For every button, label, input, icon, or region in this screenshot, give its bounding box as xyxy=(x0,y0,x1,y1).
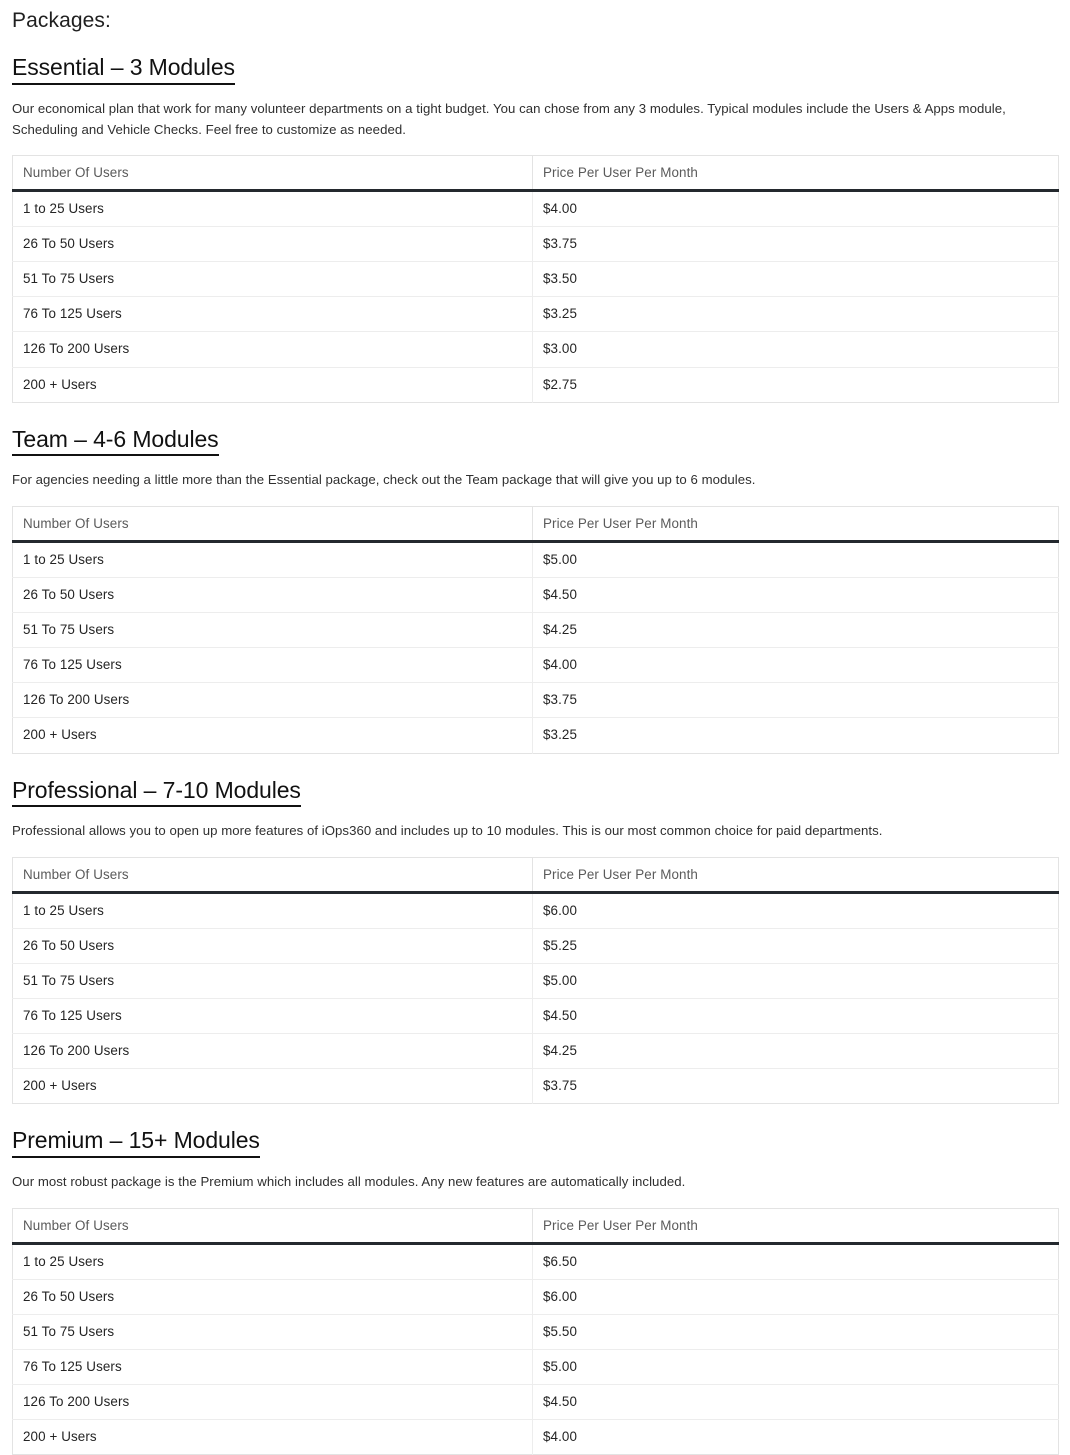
user-tier-cell: 200 + Users xyxy=(13,367,533,402)
user-tier-cell: 126 To 200 Users xyxy=(13,683,533,718)
user-tier-cell: 51 To 75 Users xyxy=(13,963,533,998)
price-cell: $4.50 xyxy=(533,999,1059,1034)
table-row xyxy=(13,1034,1059,1069)
column-header-price: Price Per User Per Month xyxy=(533,156,1059,191)
price-cell: $4.25 xyxy=(533,1034,1059,1069)
table-row xyxy=(13,1420,1059,1455)
pricing-table-head xyxy=(13,1208,1059,1243)
pricing-table xyxy=(12,857,1059,1105)
user-tier-cell: 1 to 25 Users xyxy=(13,191,533,227)
package-section xyxy=(12,1126,1058,1455)
price-cell: $4.00 xyxy=(533,648,1059,683)
price-cell: $6.00 xyxy=(533,892,1059,928)
pricing-table xyxy=(12,506,1059,754)
user-tier-cell: 26 To 50 Users xyxy=(13,1279,533,1314)
price-cell: $3.75 xyxy=(533,1069,1059,1104)
price-cell: $5.00 xyxy=(533,541,1059,577)
price-cell: $3.75 xyxy=(533,227,1059,262)
pricing-table-body xyxy=(13,191,1059,403)
table-row xyxy=(13,578,1059,613)
price-cell: $4.50 xyxy=(533,578,1059,613)
package-sections xyxy=(12,53,1058,1455)
user-tier-cell: 26 To 50 Users xyxy=(13,227,533,262)
price-cell: $5.00 xyxy=(533,963,1059,998)
user-tier-cell: 26 To 50 Users xyxy=(13,578,533,613)
price-cell: $5.00 xyxy=(533,1349,1059,1384)
user-tier-cell: 51 To 75 Users xyxy=(13,1314,533,1349)
table-row xyxy=(13,541,1059,577)
table-row xyxy=(13,718,1059,753)
table-row xyxy=(13,367,1059,402)
package-heading: Professional – 7-10 Modules xyxy=(12,776,301,808)
package-heading: Team – 4-6 Modules xyxy=(12,425,219,457)
user-tier-cell: 51 To 75 Users xyxy=(13,613,533,648)
user-tier-cell: 76 To 125 Users xyxy=(13,648,533,683)
user-tier-cell: 126 To 200 Users xyxy=(13,1034,533,1069)
table-row xyxy=(13,262,1059,297)
price-cell: $3.25 xyxy=(533,297,1059,332)
pricing-table-body xyxy=(13,892,1059,1104)
package-description: For agencies needing a little more than the Essential package, check out the Team package that will give you up to 6 modules. xyxy=(12,472,756,488)
user-tier-cell: 76 To 125 Users xyxy=(13,297,533,332)
column-header-users: Number Of Users xyxy=(13,156,533,191)
table-header-row xyxy=(13,857,1059,892)
table-header-row xyxy=(13,506,1059,541)
price-cell: $2.75 xyxy=(533,367,1059,402)
package-description: Our most robust package is the Premium which includes all modules. Any new features are automatically included. xyxy=(12,1174,686,1190)
user-tier-cell: 200 + Users xyxy=(13,1420,533,1455)
pricing-table-body xyxy=(13,541,1059,753)
package-section xyxy=(12,425,1058,754)
table-row xyxy=(13,332,1059,367)
column-header-price: Price Per User Per Month xyxy=(533,1208,1059,1243)
user-tier-cell: 200 + Users xyxy=(13,718,533,753)
user-tier-cell: 76 To 125 Users xyxy=(13,1349,533,1384)
price-cell: $4.00 xyxy=(533,1420,1059,1455)
package-heading: Premium – 15+ Modules xyxy=(12,1126,260,1158)
package-section xyxy=(12,53,1058,402)
package-section xyxy=(12,776,1058,1105)
user-tier-cell: 1 to 25 Users xyxy=(13,1243,533,1279)
table-row xyxy=(13,297,1059,332)
table-row xyxy=(13,227,1059,262)
table-row xyxy=(13,648,1059,683)
price-cell: $6.00 xyxy=(533,1279,1059,1314)
user-tier-cell: 1 to 25 Users xyxy=(13,541,533,577)
column-header-users: Number Of Users xyxy=(13,1208,533,1243)
table-row xyxy=(13,191,1059,227)
price-cell: $5.50 xyxy=(533,1314,1059,1349)
table-row xyxy=(13,1349,1059,1384)
column-header-price: Price Per User Per Month xyxy=(533,857,1059,892)
pricing-table-head xyxy=(13,156,1059,191)
package-heading: Essential – 3 Modules xyxy=(12,53,235,85)
price-cell: $4.50 xyxy=(533,1385,1059,1420)
table-header-row xyxy=(13,156,1059,191)
package-description: Our economical plan that work for many volunteer departments on a tight budget. You can chose from any 3 modules. Typical modules include the Users & Apps module, Scheduling and Vehicle Checks. Feel free to customize as needed. xyxy=(12,101,1006,137)
price-cell: $3.25 xyxy=(533,718,1059,753)
table-header-row xyxy=(13,1208,1059,1243)
user-tier-cell: 76 To 125 Users xyxy=(13,999,533,1034)
column-header-price: Price Per User Per Month xyxy=(533,506,1059,541)
table-row xyxy=(13,999,1059,1034)
price-cell: $5.25 xyxy=(533,928,1059,963)
pricing-table-head xyxy=(13,857,1059,892)
user-tier-cell: 126 To 200 Users xyxy=(13,1385,533,1420)
user-tier-cell: 1 to 25 Users xyxy=(13,892,533,928)
price-cell: $4.25 xyxy=(533,613,1059,648)
table-row xyxy=(13,683,1059,718)
table-row xyxy=(13,1279,1059,1314)
price-cell: $6.50 xyxy=(533,1243,1059,1279)
table-row xyxy=(13,1243,1059,1279)
table-row xyxy=(13,963,1059,998)
pricing-table-head xyxy=(13,506,1059,541)
page-title: Packages: xyxy=(12,9,111,32)
pricing-table-body xyxy=(13,1243,1059,1455)
user-tier-cell: 200 + Users xyxy=(13,1069,533,1104)
package-description: Professional allows you to open up more features of iOps360 and includes up to 10 modules. This is our most common choice for paid departments. xyxy=(12,823,883,839)
table-row xyxy=(13,892,1059,928)
pricing-table xyxy=(12,155,1059,403)
price-cell: $3.75 xyxy=(533,683,1059,718)
table-row xyxy=(13,1385,1059,1420)
column-header-users: Number Of Users xyxy=(13,506,533,541)
user-tier-cell: 51 To 75 Users xyxy=(13,262,533,297)
price-cell: $4.00 xyxy=(533,191,1059,227)
price-cell: $3.00 xyxy=(533,332,1059,367)
price-cell: $3.50 xyxy=(533,262,1059,297)
user-tier-cell: 26 To 50 Users xyxy=(13,928,533,963)
user-tier-cell: 126 To 200 Users xyxy=(13,332,533,367)
table-row xyxy=(13,613,1059,648)
column-header-users: Number Of Users xyxy=(13,857,533,892)
pricing-table xyxy=(12,1208,1059,1455)
table-row xyxy=(13,1314,1059,1349)
table-row xyxy=(13,1069,1059,1104)
table-row xyxy=(13,928,1059,963)
